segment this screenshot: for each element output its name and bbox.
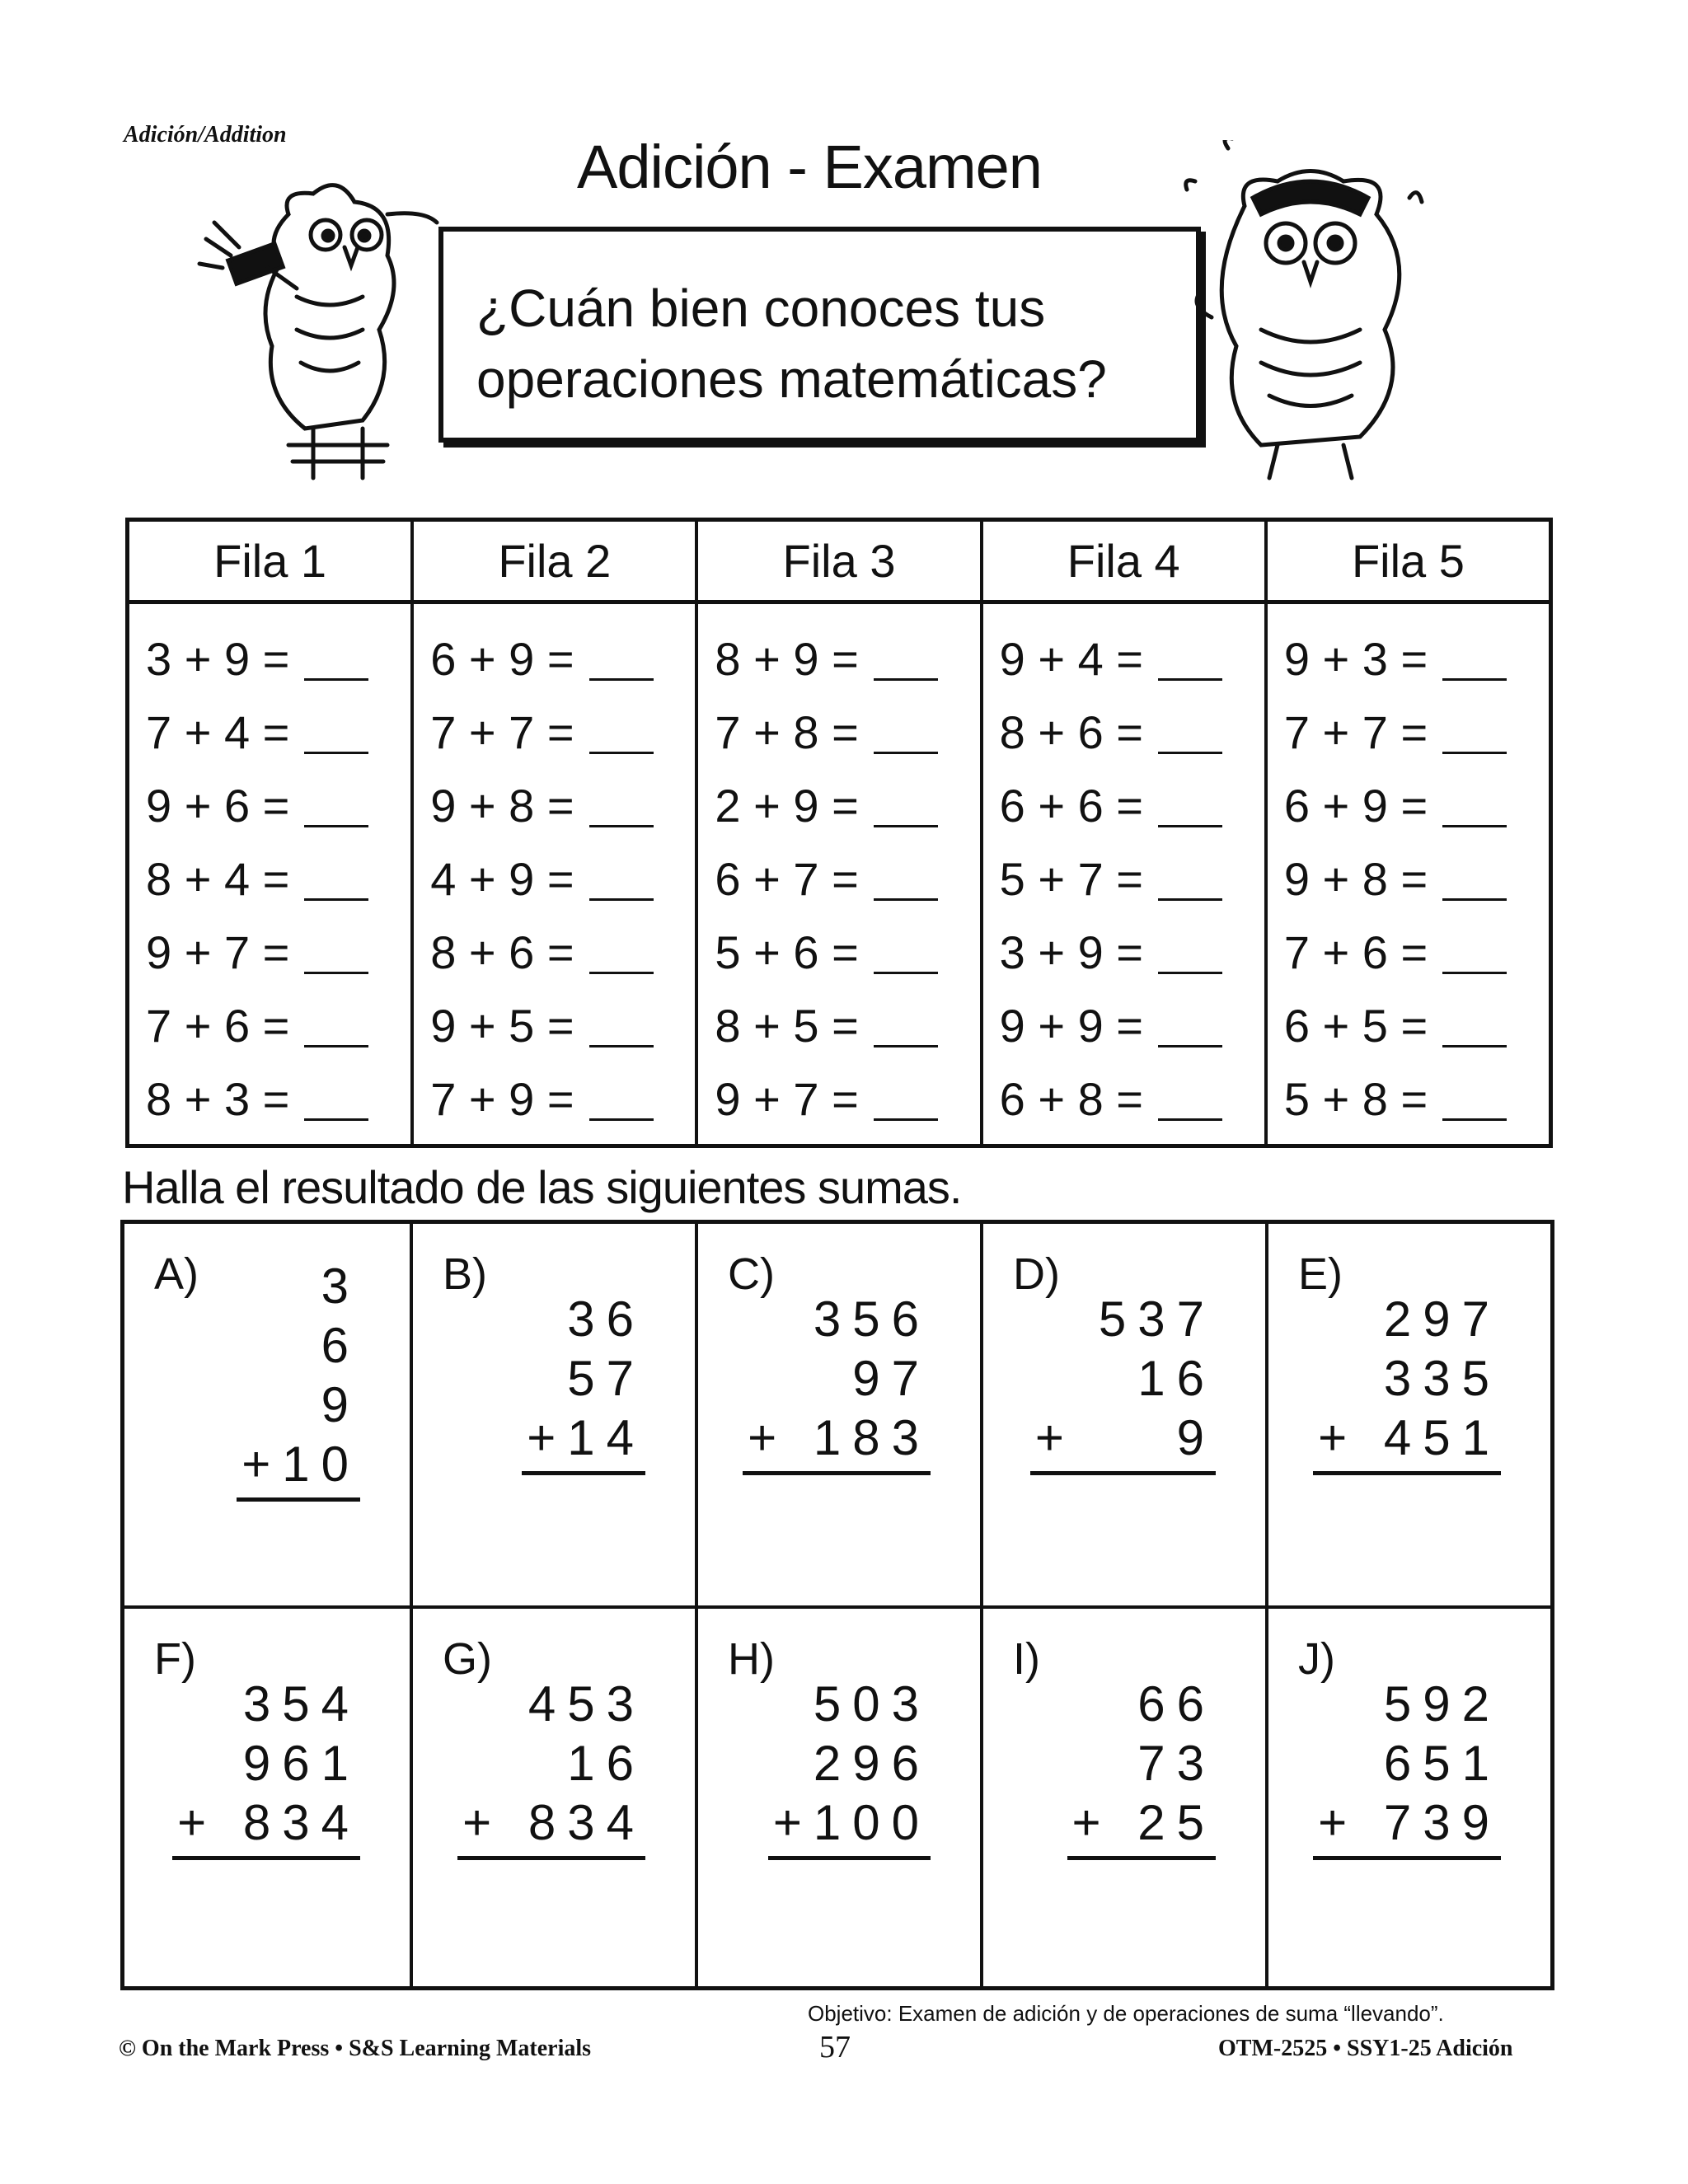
answer-blank[interactable] (304, 784, 368, 827)
answer-blank[interactable] (589, 710, 654, 754)
problem-label: E) (1298, 1249, 1343, 1299)
worried-owl-illustration (1170, 140, 1442, 494)
page-title: Adición - Examen (577, 133, 1042, 201)
addition-fact (129, 769, 410, 842)
problem-label: D) (1013, 1249, 1060, 1299)
addend: 335 (1383, 1351, 1501, 1406)
sum-problem (695, 1224, 980, 1605)
problem-label: G) (443, 1633, 492, 1684)
addend: 16 (567, 1735, 645, 1791)
addition-fact (129, 1062, 410, 1136)
sums-instruction: Halla el resultado de las siguientes sumas. (122, 1161, 962, 1213)
column-heading: Fila 2 (414, 522, 695, 604)
answer-blank[interactable] (874, 1077, 938, 1121)
question-line-2: operaciones matemáticas? (476, 349, 1107, 409)
addend: 16 (1137, 1351, 1216, 1406)
addition-fact (983, 916, 1264, 989)
addition-fact (1268, 769, 1549, 842)
fact-expression: 8 + 9 = (715, 633, 859, 685)
last-addend: + 9 (1034, 1410, 1216, 1465)
addend-stack (177, 1675, 360, 1860)
addition-fact (698, 916, 979, 989)
copyright-text: © On the Mark Press • S&S Learning Materials (119, 2036, 592, 2061)
addend: 453 (528, 1675, 645, 1732)
sum-rule (1313, 1471, 1501, 1475)
addend: 592 (1383, 1675, 1501, 1732)
answer-blank[interactable] (1158, 784, 1222, 827)
fact-expression: 9 + 6 = (146, 780, 290, 832)
answer-blank[interactable] (1442, 1004, 1507, 1047)
answer-blank[interactable] (589, 930, 654, 974)
answer-blank[interactable] (874, 637, 938, 681)
owl-with-hammer-illustration (190, 165, 453, 494)
fact-expression: 6 + 7 = (715, 853, 859, 905)
last-addend: + 451 (1318, 1410, 1501, 1465)
fact-expression: 6 + 9 = (1283, 780, 1428, 832)
addition-fact (698, 769, 979, 842)
addition-fact (129, 916, 410, 989)
answer-blank[interactable] (1442, 1077, 1507, 1121)
addend: 296 (813, 1735, 931, 1791)
problem-label: H) (728, 1633, 775, 1684)
addend-stack (527, 1290, 645, 1475)
addition-fact (414, 1062, 695, 1136)
sum-problem (410, 1605, 695, 1987)
addend: 503 (813, 1675, 931, 1732)
sum-problem (124, 1224, 410, 1605)
fact-expression: 8 + 6 = (999, 706, 1143, 758)
addition-fact (983, 622, 1264, 696)
problem-label: A) (154, 1249, 199, 1299)
sum-problem (980, 1224, 1265, 1605)
addend-stack (241, 1257, 360, 1502)
problem-label: J) (1298, 1633, 1335, 1684)
addend: 36 (567, 1291, 645, 1347)
answer-blank[interactable] (304, 1004, 368, 1047)
addition-fact (983, 842, 1264, 916)
fact-expression: 6 + 9 = (430, 633, 574, 685)
addend: 9 (321, 1377, 360, 1432)
answer-blank[interactable] (589, 637, 654, 681)
sum-rule (1067, 1856, 1216, 1860)
answer-blank[interactable] (1158, 857, 1222, 901)
addition-fact (1268, 696, 1549, 769)
addition-fact (983, 696, 1264, 769)
fact-expression: 6 + 5 = (1283, 1000, 1428, 1052)
addend: 3 (321, 1258, 360, 1314)
addition-fact (698, 1062, 979, 1136)
answer-blank[interactable] (1442, 784, 1507, 827)
last-addend: + 739 (1318, 1794, 1501, 1850)
answer-blank[interactable] (589, 1077, 654, 1121)
addend-stack (462, 1675, 645, 1860)
fact-expression: 7 + 6 = (146, 1000, 290, 1052)
last-addend: + 834 (177, 1794, 360, 1850)
answer-blank[interactable] (1158, 710, 1222, 754)
sum-rule (1313, 1856, 1501, 1860)
fact-expression: 7 + 7 = (430, 706, 574, 758)
fact-expression: 3 + 9 = (146, 633, 290, 685)
addition-fact (414, 916, 695, 989)
fact-expression: 8 + 6 = (430, 926, 574, 978)
question-text (476, 273, 1107, 415)
fact-expression: 4 + 9 = (430, 853, 574, 905)
column-heading: Fila 4 (983, 522, 1264, 604)
facts-column (129, 522, 410, 1144)
answer-blank[interactable] (304, 857, 368, 901)
sum-rule (768, 1856, 931, 1860)
facts-column (410, 522, 695, 1144)
addition-fact (414, 989, 695, 1062)
addend: 57 (567, 1351, 645, 1406)
addend: 297 (1383, 1291, 1501, 1347)
addition-fact (698, 842, 979, 916)
problem-label: F) (154, 1633, 196, 1684)
fact-expression: 8 + 5 = (715, 1000, 859, 1052)
answer-blank[interactable] (1158, 1077, 1222, 1121)
fact-expression: 9 + 8 = (1283, 853, 1428, 905)
column-sums-grid (120, 1220, 1554, 1990)
last-addend: + 834 (462, 1794, 645, 1850)
sum-problem (1265, 1224, 1550, 1605)
answer-blank[interactable] (874, 857, 938, 901)
answer-blank[interactable] (589, 857, 654, 901)
fact-expression: 7 + 4 = (146, 706, 290, 758)
answer-blank[interactable] (874, 710, 938, 754)
answer-blank[interactable] (589, 784, 654, 827)
facts-column (1264, 522, 1549, 1144)
sum-rule (1030, 1471, 1216, 1475)
addition-fact (414, 622, 695, 696)
addition-fact (129, 696, 410, 769)
answer-blank[interactable] (1442, 930, 1507, 974)
addition-fact (1268, 916, 1549, 989)
answer-blank[interactable] (874, 784, 938, 827)
answer-blank[interactable] (1158, 637, 1222, 681)
addition-fact (983, 989, 1264, 1062)
last-addend: +14 (527, 1410, 645, 1465)
addend: 66 (1137, 1675, 1216, 1732)
fact-expression: 6 + 6 = (999, 780, 1143, 832)
sum-problem (410, 1224, 695, 1605)
fact-expression: 9 + 5 = (430, 1000, 574, 1052)
addition-fact (1268, 622, 1549, 696)
objective-note: Objetivo: Examen de adición y de operaciones de suma “llevando”. (808, 2001, 1444, 2026)
answer-blank[interactable] (304, 1077, 368, 1121)
problem-label: C) (728, 1249, 775, 1299)
addend-stack (1318, 1290, 1501, 1475)
fact-expression: 7 + 8 = (715, 706, 859, 758)
answer-blank[interactable] (1158, 930, 1222, 974)
addend-stack (1318, 1675, 1501, 1860)
answer-blank[interactable] (1442, 857, 1507, 901)
answer-blank[interactable] (304, 710, 368, 754)
sum-rule (172, 1856, 360, 1860)
addition-fact (698, 696, 979, 769)
problem-label: B) (443, 1249, 487, 1299)
question-sign (438, 227, 1201, 443)
addition-fact (129, 842, 410, 916)
addition-facts-table (125, 518, 1553, 1148)
addend: 73 (1137, 1735, 1216, 1791)
fact-expression: 5 + 8 = (1283, 1073, 1428, 1125)
question-line-1: ¿Cuán bien conoces tus (476, 279, 1046, 338)
answer-blank[interactable] (874, 1004, 938, 1047)
addition-fact (983, 1062, 1264, 1136)
book-code: OTM-2525 • SSY1-25 Adición (1218, 2036, 1513, 2061)
answer-blank[interactable] (304, 930, 368, 974)
fact-expression: 2 + 9 = (715, 780, 859, 832)
fact-expression: 5 + 6 = (715, 926, 859, 978)
addend: 356 (813, 1291, 931, 1347)
addend-stack (773, 1675, 931, 1860)
addend-stack (1072, 1675, 1216, 1860)
sum-rule (743, 1471, 931, 1475)
answer-blank[interactable] (874, 930, 938, 974)
column-heading: Fila 5 (1268, 522, 1549, 604)
answer-blank[interactable] (589, 1004, 654, 1047)
addend: 651 (1383, 1735, 1501, 1791)
fact-expression: 9 + 7 = (715, 1073, 859, 1125)
addend-stack (1035, 1290, 1216, 1475)
sum-problem (695, 1605, 980, 1987)
addition-fact (1268, 842, 1549, 916)
addition-fact (983, 769, 1264, 842)
addition-fact (414, 842, 695, 916)
last-addend: +100 (772, 1794, 931, 1850)
fact-expression: 9 + 9 = (999, 1000, 1143, 1052)
addend: 961 (242, 1735, 360, 1791)
sum-rule (457, 1856, 645, 1860)
section-label: Adición/Addition (124, 122, 287, 148)
addend: 6 (321, 1318, 360, 1373)
sum-problem (1265, 1605, 1550, 1987)
facts-column (980, 522, 1264, 1144)
facts-column (695, 522, 979, 1144)
problem-label: I) (1013, 1633, 1040, 1684)
fact-expression: 9 + 4 = (999, 633, 1143, 685)
fact-expression: 6 + 8 = (999, 1073, 1143, 1125)
addition-fact (698, 989, 979, 1062)
addition-fact (1268, 1062, 1549, 1136)
answer-blank[interactable] (304, 637, 368, 681)
sum-rule (522, 1471, 645, 1475)
answer-blank[interactable] (1442, 710, 1507, 754)
addition-fact (698, 622, 979, 696)
fact-expression: 9 + 7 = (146, 926, 290, 978)
fact-expression: 9 + 3 = (1283, 633, 1428, 685)
sum-problem (980, 1605, 1265, 1987)
fact-expression: 7 + 7 = (1283, 706, 1428, 758)
addition-fact (414, 696, 695, 769)
sum-problem (124, 1605, 410, 1987)
answer-blank[interactable] (1158, 1004, 1222, 1047)
addition-fact (1268, 989, 1549, 1062)
fact-expression: 9 + 8 = (430, 780, 574, 832)
addend: 537 (1098, 1291, 1216, 1347)
page-number: 57 (819, 2030, 851, 2064)
addition-fact (129, 989, 410, 1062)
fact-expression: 5 + 7 = (999, 853, 1143, 905)
column-heading: Fila 1 (129, 522, 410, 604)
answer-blank[interactable] (1442, 637, 1507, 681)
fact-expression: 8 + 4 = (146, 853, 290, 905)
fact-expression: 7 + 9 = (430, 1073, 574, 1125)
addition-fact (414, 769, 695, 842)
column-heading: Fila 3 (698, 522, 979, 604)
addition-fact (129, 622, 410, 696)
last-addend: + 183 (748, 1410, 931, 1465)
fact-expression: 8 + 3 = (146, 1073, 290, 1125)
addend-stack (748, 1290, 931, 1475)
last-addend: +10 (241, 1436, 360, 1492)
addend: 97 (852, 1351, 931, 1406)
fact-expression: 3 + 9 = (999, 926, 1143, 978)
last-addend: + 25 (1071, 1794, 1216, 1850)
fact-expression: 7 + 6 = (1283, 926, 1428, 978)
addend: 354 (242, 1675, 360, 1732)
sum-rule (237, 1497, 360, 1502)
